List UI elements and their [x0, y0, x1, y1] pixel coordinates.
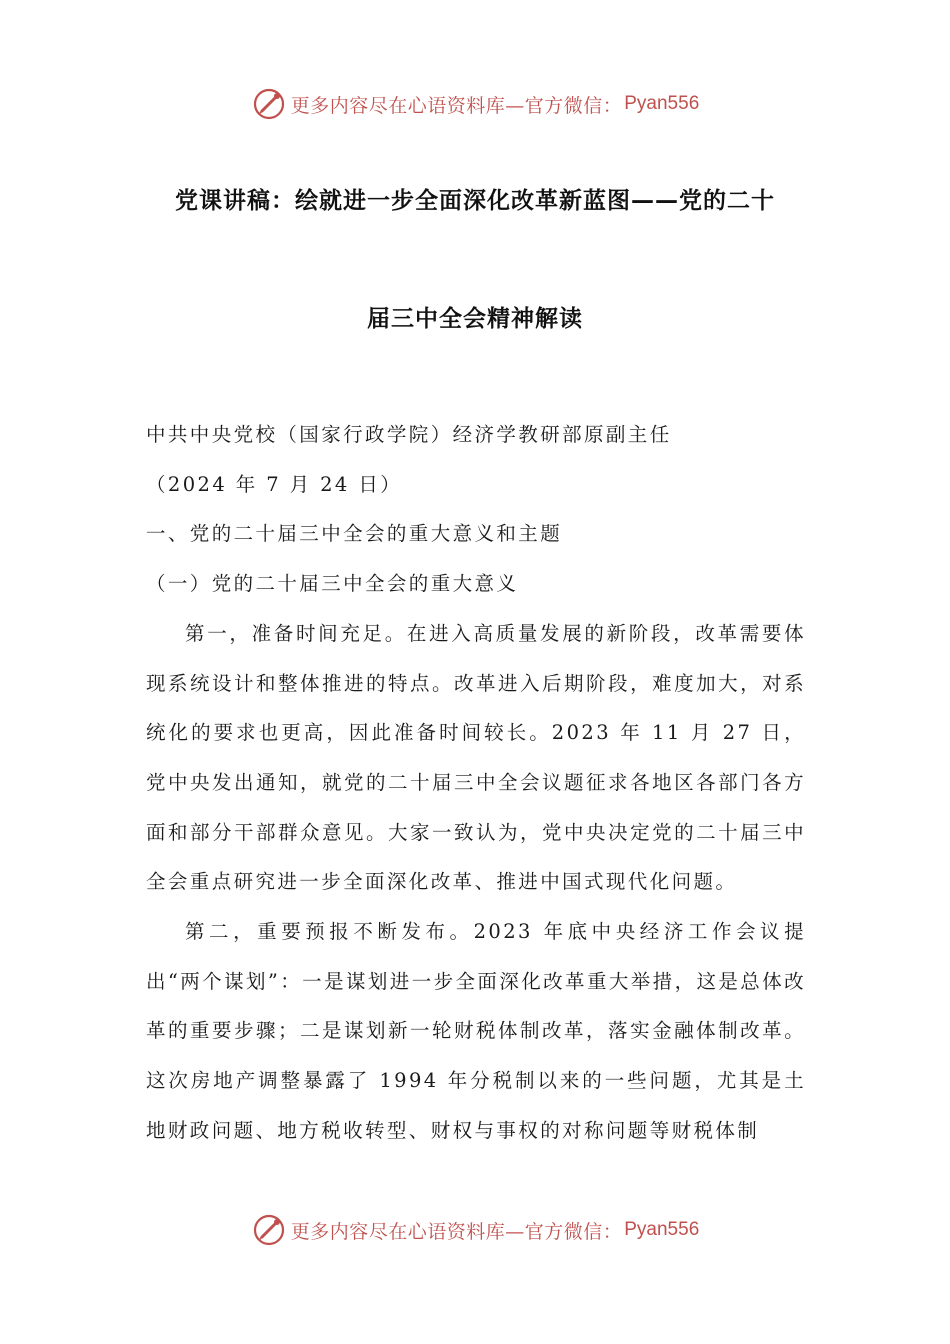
watermark-footer [0, 1208, 950, 1252]
date-line: （2024 年 7 月 24 日） [146, 472, 403, 496]
watermark-wechat-id: Pyan556 [624, 1219, 700, 1240]
section-heading: 一、党的二十届三中全会的重大意义和主题 [146, 522, 563, 546]
seal-logo-icon [251, 1212, 287, 1248]
watermark-text: 更多内容尽在心语资料库—官方微信： [290, 94, 623, 117]
subsection-heading: （一）党的二十届三中全会的重大意义 [146, 572, 519, 596]
page-title-line-2: 届三中全会精神解读 [367, 306, 583, 332]
paragraph-2: 第二，重要预报不断发布。2023 年底中央经济工作会议提出“两个谋划”：一是谋划进一步全面深化改革重大举措，这是总体改革的重要步骤；二是谋划新一轮财税体制改革，落实金融体制改革。这次房地产调整暴露了 1994 年分税制以来的一些问题，尤其是土地财政问题、地方税收转型、财权与事权的对称问题等财税体制 [146, 920, 806, 1142]
watermark-header [0, 82, 950, 126]
document-body [146, 410, 806, 1156]
page-title-line-1: 党课讲稿：绘就进一步全面深化改革新蓝图——党的二十 [175, 188, 775, 214]
watermark-wechat-id: Pyan556 [624, 93, 700, 114]
paragraph-1: 第一，准备时间充足。在进入高质量发展的新阶段，改革需要体现系统设计和整体推进的特点。改革进入后期阶段，难度加大，对系统化的要求也更高，因此准备时间较长。2023 年 11 月 27 日，党中央发出通知，就党的二十届三中全会议题征求各地区各部门各方面和部分干部群众意见。大家一致认为，党中央决定党的二十届三中全会重点研究进一步全面深化改革、推进中国式现代化问题。 [146, 621, 806, 894]
author-line: 中共中央党校（国家行政学院）经济学教研部原副主任 [146, 423, 672, 446]
seal-logo-icon [251, 86, 287, 122]
watermark-text: 更多内容尽在心语资料库—官方微信： [290, 1220, 623, 1243]
